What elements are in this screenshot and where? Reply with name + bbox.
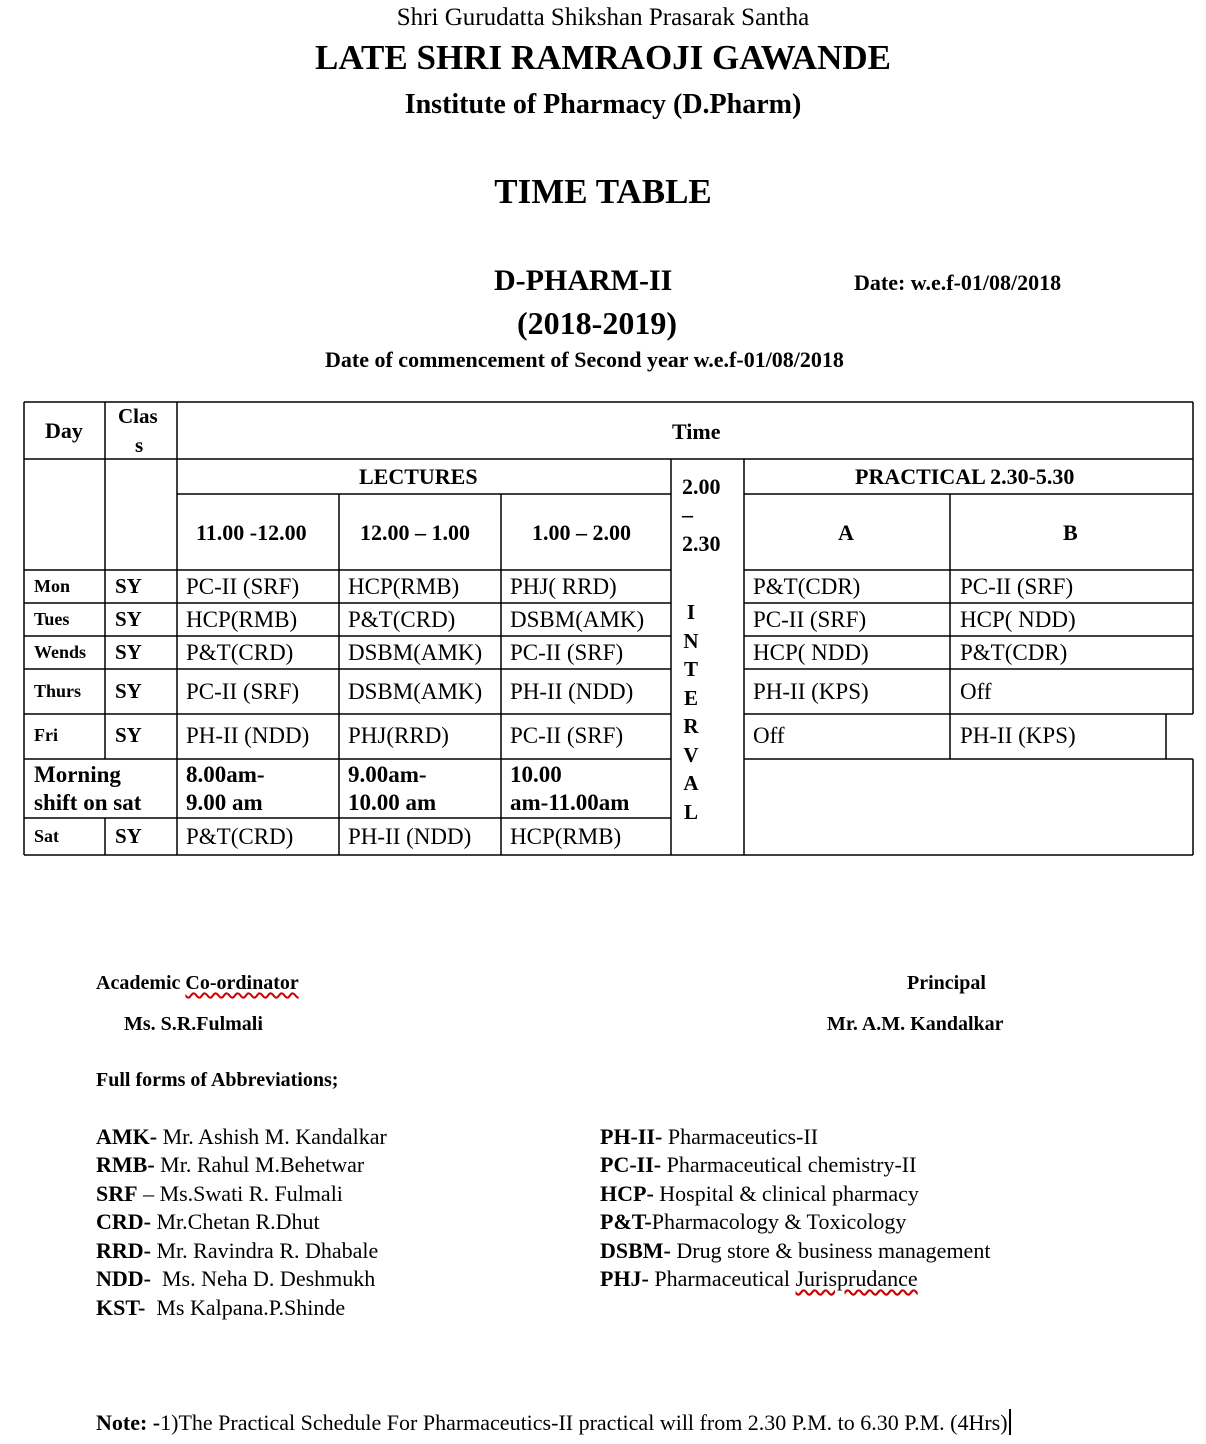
row-class: SY [115,679,142,703]
note: Note: -1)The Practical Schedule For Pharmaceutics-II practical will from 2.30 P.M. to 6.30 P.M. (4Hrs) [96,1409,1011,1436]
page-title: TIME TABLE [494,172,712,211]
morning-slot-1-end: 9.00 am [186,790,263,815]
class-column-header: Clas [118,404,158,428]
row-day: Thurs [34,681,82,701]
lecture-cell: PHJ(RRD) [348,723,449,748]
batch-a-header: A [838,520,854,545]
time-header: Time [672,419,721,444]
course-name: D-PHARM-II [494,264,673,297]
lecture-cell: PH-II (NDD) [510,679,634,704]
interval-letter: N [683,628,699,653]
academic-session: (2018-2019) [517,305,677,341]
abbreviation-item: PHJ- Pharmaceutical Jurisprudance [600,1266,918,1291]
row-day: Mon [34,576,70,596]
abbreviation-item: SRF – Ms.Swati R. Fulmali [96,1181,343,1206]
effective-date: Date: w.e.f-01/08/2018 [854,270,1062,295]
morning-slot-2: 9.00am- [348,762,427,787]
interval-letter: T [683,657,698,681]
abbreviation-item: P&T-Pharmacology & Toxicology [600,1209,907,1234]
practical-cell-a: Off [753,723,785,748]
trust-name: Shri Gurudatta Shikshan Prasarak Santha [396,4,810,31]
day-column-header: Day [45,418,83,443]
morning-shift-label: Morning [34,762,121,787]
practical-cell-b: Off [960,679,992,704]
class-column-header-wrap: s [135,433,144,457]
text-cursor [1009,1409,1011,1435]
interval-letter: L [683,799,698,824]
practical-cell-a: P&T(CDR) [753,574,861,599]
interval-letter: A [683,771,699,795]
batch-b-header: B [1063,520,1078,545]
abbreviation-item: AMK- Mr. Ashish M. Kandalkar [96,1124,387,1149]
interval-letter: R [683,714,699,738]
lecture-cell: HCP(RMB) [186,607,298,632]
practical-cell-b: P&T(CDR) [960,640,1068,665]
lecture-cell: PC-II (SRF) [510,723,624,748]
abbreviation-item: RRD- Mr. Ravindra R. Dhabale [96,1238,379,1263]
slot-header-1: 11.00 -12.00 [196,520,307,545]
lecture-cell: PH-II (NDD) [186,723,310,748]
abbreviation-item: PH-II- Pharmaceutics-II [600,1124,819,1149]
interval-time-dash: – [682,502,693,527]
morning-slot-2-end: 10.00 am [348,790,437,815]
row-class: SY [115,824,142,848]
practical-cell-a: HCP( NDD) [753,640,869,665]
morning-slot-3: 10.00 [510,762,562,787]
lecture-cell: PC-II (SRF) [186,679,300,704]
abbreviation-item: RMB- Mr. Rahul M.Behetwar [96,1152,365,1177]
morning-slot-3-end: am-11.00am [510,790,630,815]
practical-cell-b: HCP( NDD) [960,607,1076,632]
lecture-cell: PC-II (SRF) [510,640,624,665]
lecture-cell: DSBM(AMK) [510,607,645,632]
interval-time-end: 2.30 [682,531,721,556]
row-day: Sat [34,826,60,846]
principal-name: Mr. A.M. Kandalkar [827,1013,1004,1035]
commencement-date: Date of commencement of Second year w.e.f-01/08/2018 [325,347,844,372]
lectures-header: LECTURES [359,464,478,489]
lecture-cell: P&T(CRD) [348,607,456,632]
coordinator-name: Ms. S.R.Fulmali [124,1013,263,1035]
lecture-cell: DSBM(AMK) [348,640,483,665]
abbreviation-item: NDD- Ms. Neha D. Deshmukh [96,1266,376,1291]
morning-slot-1: 8.00am- [186,762,265,787]
interval-letter: V [683,742,699,767]
interval-letter: I [686,600,696,624]
abbreviation-item: PC-II- Pharmaceutical chemistry-II [600,1152,917,1177]
practical-cell-b: PH-II (KPS) [960,723,1076,748]
slot-header-3: 1.00 – 2.00 [532,520,631,545]
morning-shift-label-line2: shift on sat [34,790,142,815]
principal-title: Principal [907,972,986,994]
row-day: Fri [34,725,58,745]
row-class: SY [115,607,142,631]
abbreviation-item: CRD- Mr.Chetan R.Dhut [96,1209,320,1234]
practical-header: PRACTICAL 2.30-5.30 [855,464,1075,489]
interval-letter: E [683,685,698,710]
lecture-cell: HCP(RMB) [510,824,622,849]
lecture-cell: DSBM(AMK) [348,679,483,704]
slot-header-2: 12.00 – 1.00 [360,520,470,545]
lecture-cell: PHJ( RRD) [510,574,617,599]
abbreviations-heading: Full forms of Abbreviations; [96,1069,339,1091]
row-class: SY [115,723,142,747]
abbreviation-item: HCP- Hospital & clinical pharmacy [600,1181,919,1206]
interval-label [681,598,701,826]
row-day: Wends [34,642,87,662]
institute-name: Institute of Pharmacy (D.Pharm) [404,89,802,120]
coordinator-title: Academic Co-ordinator [96,972,299,994]
practical-cell-b: PC-II (SRF) [960,574,1074,599]
lecture-cell: P&T(CRD) [186,640,294,665]
college-name: LATE SHRI RAMRAOJI GAWANDE [315,38,891,77]
practical-cell-a: PC-II (SRF) [753,607,867,632]
practical-cell-a: PH-II (KPS) [753,679,869,704]
row-day: Tues [34,609,70,629]
abbreviation-item: KST- Ms Kalpana.P.Shinde [96,1295,346,1320]
lecture-cell: P&T(CRD) [186,824,294,849]
lecture-cell: HCP(RMB) [348,574,460,599]
interval-time-start: 2.00 [682,474,721,499]
lecture-cell: PC-II (SRF) [186,574,300,599]
lecture-cell: PH-II (NDD) [348,824,472,849]
row-class: SY [115,640,142,664]
abbreviation-item: DSBM- Drug store & business management [600,1238,991,1263]
row-class: SY [115,574,142,598]
